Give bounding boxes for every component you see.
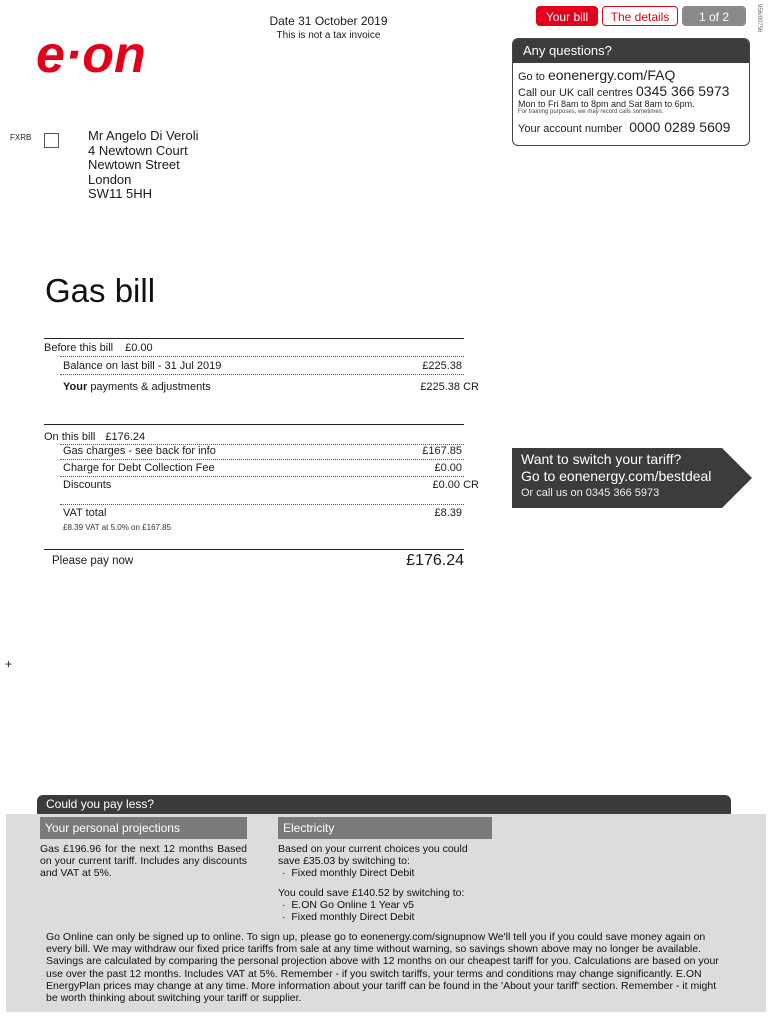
page-tabs <box>536 6 746 26</box>
divider <box>60 459 464 460</box>
faq-prefix: Go to <box>518 71 545 83</box>
address-line: 4 Newtown Court <box>88 142 188 158</box>
electricity-box <box>278 817 492 923</box>
electricity-bullet-2-text: E.ON Go Online 1 Year v5 <box>291 899 414 911</box>
customer-address <box>88 129 199 202</box>
electricity-bullet-1-text: Fixed monthly Direct Debit <box>291 867 415 879</box>
on-bill-row <box>44 431 464 443</box>
pay-less-footnote: Go Online can only be signed up to online. To sign up, please go to eonenergy.com/signupnow We'll tell you if you could save money again on every bill. We may withdraw our fixed price tariffs from sale at any time without warning, so savings shown above may no longer be available. Savings are calculated by comparing the personal projection above with 12 months on our cheapest tariff for you. Calculations are based on your use over the past 12 months. Includes VAT at 5%. Remember - if you switch tariffs, your terms and conditions may change significantly. E.ON EnergyPlan prices may change at any time. More information about your tariff can be found in the 'About your tariff' section. Remember - it might be worth thinking about switching your tariff or supplier. <box>46 931 719 1005</box>
divider <box>60 374 464 375</box>
switch-tariff-banner[interactable] <box>512 448 752 508</box>
questions-box <box>512 38 750 146</box>
on-bill-amount: £176.24 <box>105 431 146 443</box>
electricity-title: Electricity <box>278 817 492 839</box>
call-line <box>513 83 749 99</box>
balance-row <box>63 360 464 372</box>
bill-date-block <box>256 14 401 41</box>
gas-charges-label: Gas charges - see back for info <box>63 445 216 457</box>
projections-box <box>40 817 247 879</box>
before-bill-amount: £0.00 <box>125 342 153 354</box>
discounts-amount-group <box>433 479 479 491</box>
page-title: Gas bill <box>45 272 156 309</box>
training-note: For training purposes, we may record calls sometimes. <box>518 109 664 115</box>
document-id: 956/00756 <box>756 4 762 33</box>
bill-date: Date 31 October 2019 <box>269 14 388 28</box>
debt-fee-label: Charge for Debt Collection Fee <box>63 462 215 474</box>
on-bill-label: On this bill <box>44 431 96 443</box>
before-bill-row <box>44 342 464 354</box>
address-line: London <box>88 171 132 187</box>
payments-label <box>63 381 211 393</box>
account-number: 0000 0289 5609 <box>629 119 731 135</box>
account-line <box>513 119 749 135</box>
faq-line <box>513 67 749 83</box>
discounts-label: Discounts <box>63 479 112 491</box>
balance-label: Balance on last bill - 31 Jul 2019 <box>63 360 222 372</box>
debt-fee-row <box>63 462 464 474</box>
electricity-bullet-1: · Fixed monthly Direct Debit <box>282 867 415 879</box>
projections-text: Gas £196.96 for the next 12 months Based on your current tariff. Includes any discounts and VAT at 5%. <box>40 843 247 879</box>
address-line: Mr Angelo Di Veroli <box>88 128 199 143</box>
tab-the-details[interactable]: The details <box>602 6 678 26</box>
payments-row <box>63 381 479 393</box>
gas-charges-row <box>63 445 464 457</box>
questions-title: Any questions? <box>513 39 749 63</box>
mailing-code: FXRB <box>10 133 32 142</box>
divider <box>44 338 464 339</box>
payments-cr: CR <box>463 381 479 393</box>
vat-row <box>63 507 464 519</box>
discounts-amount: £0.00 <box>432 479 461 491</box>
please-pay-amount: £176.24 <box>406 552 464 569</box>
electricity-text-2: You could save £140.52 by switching to: <box>278 887 465 899</box>
page-indicator: 1 of 2 <box>682 6 746 26</box>
mailing-checkbox <box>44 133 59 148</box>
before-bill-label: Before this bill <box>44 342 114 354</box>
vat-label: VAT total <box>63 507 107 519</box>
call-prefix: Call our UK call centres <box>518 87 633 99</box>
balance-amount: £225.38 <box>422 360 462 372</box>
electricity-bullet-3-text: Fixed monthly Direct Debit <box>291 911 415 923</box>
electricity-text-1: Based on your current choices you could save £35.03 by switching to: <box>278 843 468 867</box>
svg-text:e·on: e·on <box>36 30 146 80</box>
divider <box>44 549 464 550</box>
vat-amount: £8.39 <box>434 507 462 519</box>
tax-invoice-note: This is not a tax invoice <box>276 30 381 41</box>
switch-text <box>521 451 711 499</box>
divider <box>60 476 464 477</box>
projections-title: Your personal projections <box>40 817 247 839</box>
call-number: 0345 366 5973 <box>636 83 730 99</box>
account-label: Your account number <box>518 123 623 135</box>
tab-your-bill[interactable]: Your bill <box>536 6 598 26</box>
discounts-row <box>63 479 479 491</box>
divider <box>60 504 464 505</box>
registration-mark: + <box>5 657 13 671</box>
vat-note: £8.39 VAT at 5.0% on £167.85 <box>63 523 172 532</box>
switch-link[interactable]: Go to eonenergy.com/bestdeal <box>521 468 712 484</box>
please-pay-label: Please pay now <box>52 555 134 567</box>
payments-your: Your <box>63 381 88 393</box>
opening-hours: Mon to Fri 8am to 8pm and Sat 8am to 6pm. <box>518 99 695 109</box>
switch-phone: Or call us on 0345 366 5973 <box>521 487 660 499</box>
address-line: SW11 5HH <box>88 186 153 201</box>
gas-charges-amount: £167.85 <box>422 445 462 457</box>
switch-headline: Want to switch your tariff? <box>521 451 682 467</box>
pay-less-title: Could you pay less? <box>37 795 731 814</box>
electricity-bullet-2: · E.ON Go Online 1 Year v5 <box>282 899 414 911</box>
eon-logo <box>36 30 196 80</box>
divider <box>60 356 464 357</box>
electricity-bullet-3: · Fixed monthly Direct Debit <box>282 911 415 923</box>
address-line: Newtown Street <box>88 157 180 172</box>
payments-text: payments & adjustments <box>90 381 211 393</box>
payments-amount: £225.38 <box>420 381 461 393</box>
debt-fee-amount: £0.00 <box>434 462 462 474</box>
discounts-cr: CR <box>463 479 479 491</box>
divider <box>44 424 464 425</box>
payments-amount-group <box>420 381 479 393</box>
faq-link[interactable]: eonenergy.com/FAQ <box>547 67 676 83</box>
